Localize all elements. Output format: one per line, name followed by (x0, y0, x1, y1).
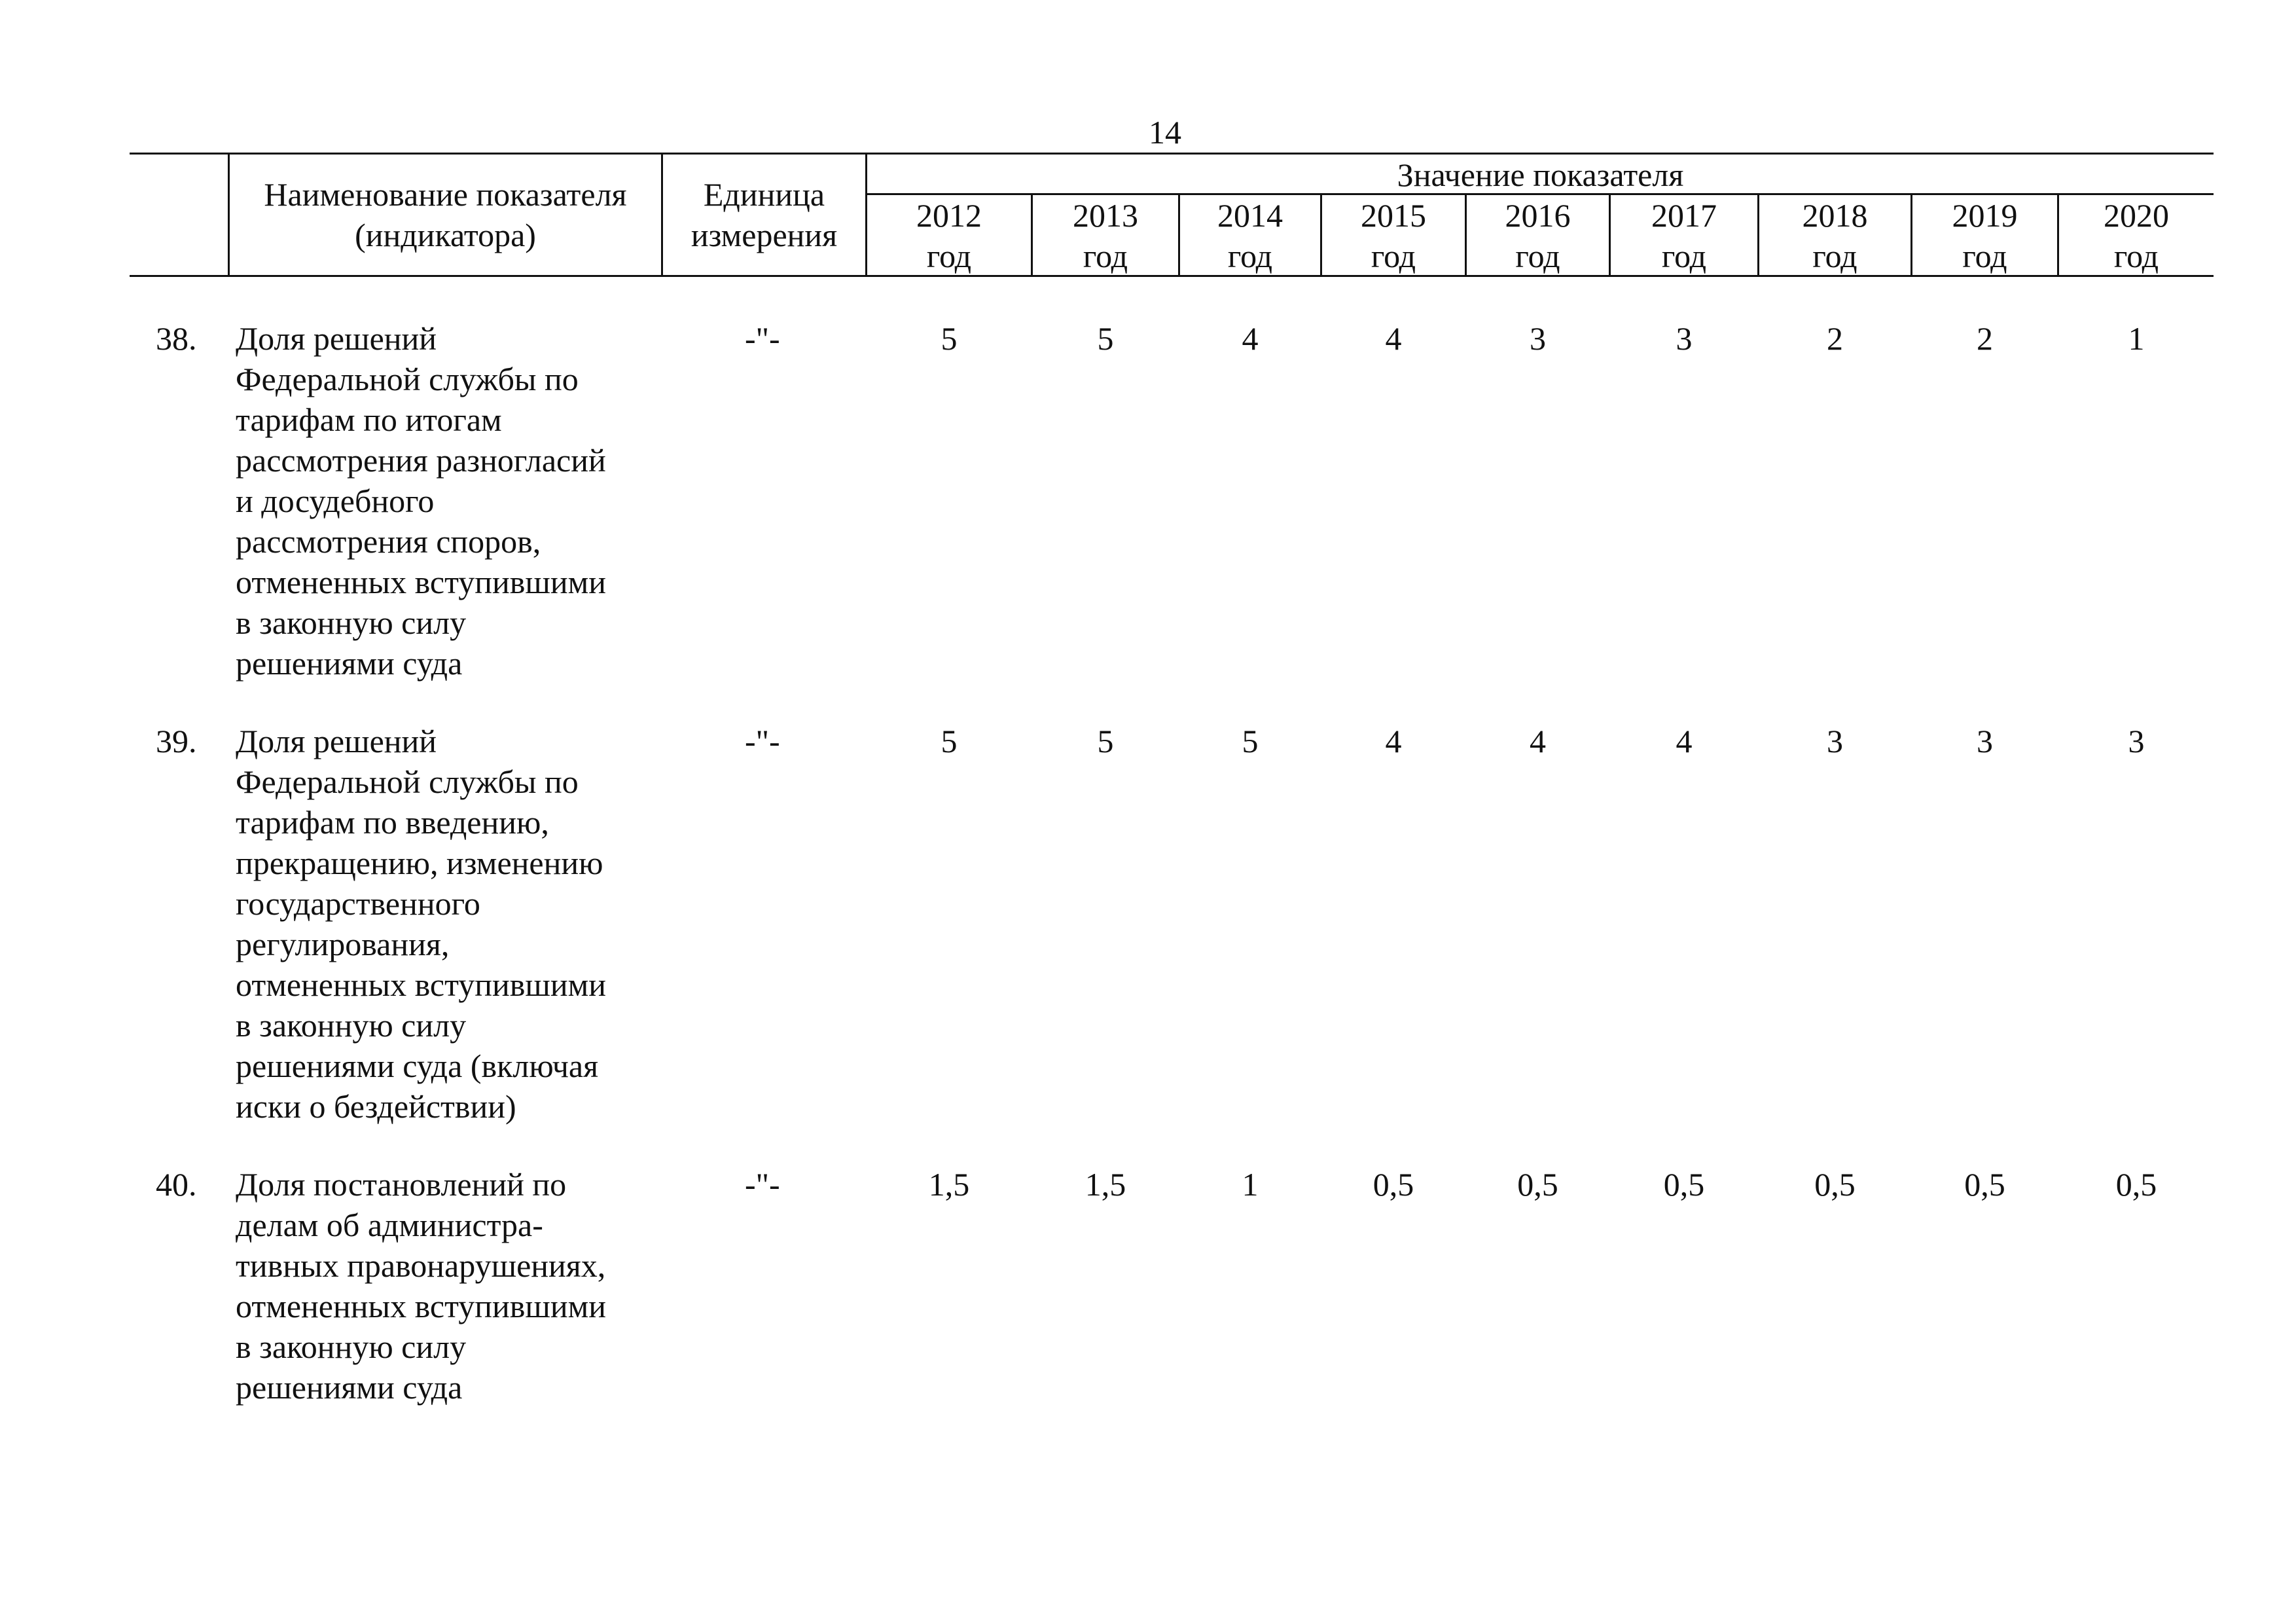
year-header-2019 (1912, 195, 2057, 276)
value-2016: 4 (1530, 723, 1546, 759)
year-suffix: год (1083, 238, 1128, 274)
indicator-name: Доля решений Федеральной службы по тарифам по итогам рассмотрения разногласий и досудебного рассмотрения споров, отмененных вступившими в законную силу решениями суда (236, 320, 607, 682)
indicator-name: Доля решений Федеральной службы по тарифам по введению, прекращению, изменению государственного регулирования, отмененных вступившими в законную силу решениями суда (включая иски о бездействии) (236, 723, 607, 1125)
value-2017: 3 (1676, 320, 1693, 357)
year-label: 2014 (1217, 197, 1283, 234)
value-2019: 0,5 (1964, 1166, 2005, 1203)
year-header-2017 (1611, 195, 1757, 276)
value-2012: 5 (941, 723, 958, 759)
year-label: 2020 (2104, 197, 2169, 234)
year-label: 2013 (1073, 197, 1138, 234)
value-2013: 5 (1097, 320, 1114, 357)
value-2015: 4 (1385, 723, 1402, 759)
year-suffix: год (2113, 238, 2159, 274)
year-header-2020 (2059, 195, 2214, 276)
value-2018: 3 (1827, 723, 1843, 759)
year-header-2015 (1322, 195, 1465, 276)
row-number: 40. (156, 1166, 197, 1203)
value-2014: 1 (1242, 1166, 1259, 1203)
value-2012: 1,5 (928, 1166, 970, 1203)
value-2020: 3 (2128, 723, 2145, 759)
value-2020: 0,5 (2115, 1166, 2157, 1203)
year-suffix: год (1371, 238, 1416, 274)
unit-value: -"- (745, 1166, 780, 1203)
year-suffix: год (926, 238, 972, 274)
indicator-name-header: Наименование показателя (индикатора) (264, 176, 627, 253)
value-2019: 2 (1977, 320, 1993, 357)
year-label: 2012 (916, 197, 982, 234)
value-2012: 5 (941, 320, 958, 357)
year-header-2013 (1033, 195, 1178, 276)
row-number: 38. (156, 320, 197, 357)
year-suffix: год (1515, 238, 1560, 274)
value-2015: 4 (1385, 320, 1402, 357)
value-2020: 1 (2128, 320, 2145, 357)
year-header-2014 (1180, 195, 1320, 276)
value-2015: 0,5 (1372, 1166, 1414, 1203)
value-2018: 2 (1827, 320, 1843, 357)
year-label: 2019 (1952, 197, 2018, 234)
year-suffix: год (1962, 238, 2007, 274)
value-2016: 0,5 (1517, 1166, 1558, 1203)
year-label: 2018 (1802, 197, 1868, 234)
value-2017: 0,5 (1663, 1166, 1705, 1203)
value-2014: 5 (1242, 723, 1259, 759)
year-label: 2017 (1651, 197, 1717, 234)
unit-value: -"- (745, 320, 780, 357)
year-label: 2016 (1505, 197, 1571, 234)
value-2017: 4 (1676, 723, 1693, 759)
value-2016: 3 (1530, 320, 1546, 357)
value-2019: 3 (1977, 723, 1993, 759)
page-number: 14 (1149, 114, 1181, 151)
row-number: 39. (156, 723, 197, 759)
year-suffix: год (1661, 238, 1707, 274)
value-2014: 4 (1242, 320, 1259, 357)
unit-value: -"- (745, 723, 780, 759)
value-2013: 5 (1097, 723, 1114, 759)
year-suffix: год (1227, 238, 1273, 274)
year-header-2016 (1467, 195, 1609, 276)
year-header-2018 (1759, 195, 1910, 276)
year-suffix: год (1812, 238, 1857, 274)
year-label: 2015 (1361, 197, 1426, 234)
unit-header: Единица измерения (691, 176, 838, 253)
value-2018: 0,5 (1814, 1166, 1856, 1203)
value-2013: 1,5 (1085, 1166, 1126, 1203)
value-group-header: Значение показателя (1397, 156, 1684, 193)
indicator-name: Доля постановлений по делам об администра- тивных правонарушениях, отмененных вступившими в законную силу решениями суда (236, 1166, 607, 1406)
year-header-2012 (867, 195, 1031, 276)
